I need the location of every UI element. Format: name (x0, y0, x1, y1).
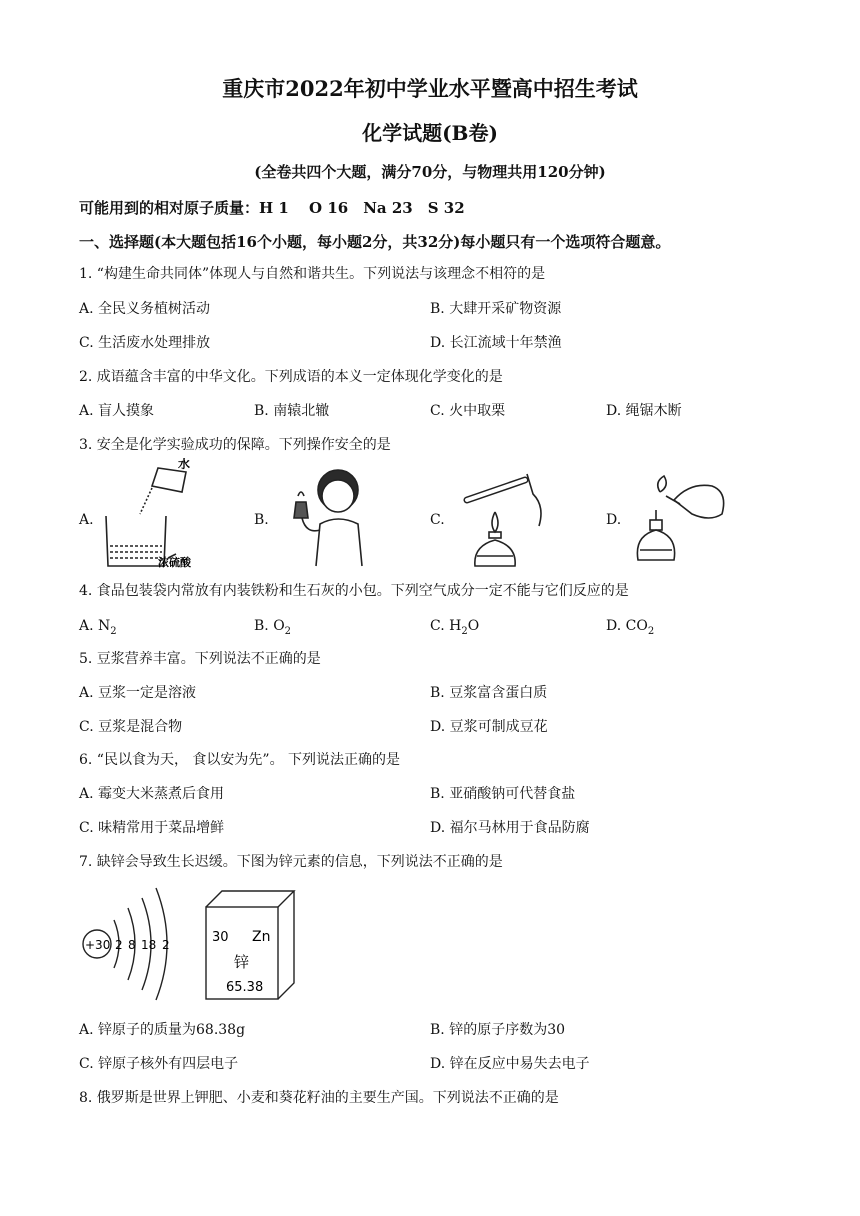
question-6-option-d[interactable]: D. 福尔马林用于食品防腐 (430, 820, 590, 836)
page-subtitle: 化学试题(B卷) (362, 121, 498, 145)
question-6-option-a[interactable]: A. 霉变大米蒸煮后食用 (79, 786, 225, 802)
question-1-option-c[interactable]: C. 生活废水处理排放 (79, 335, 211, 351)
subscript: 2 (647, 625, 655, 637)
question-4-option-b[interactable] (254, 617, 291, 641)
page-title: 重庆市2022年初中学业水平暨高中招生考试 (222, 76, 638, 101)
question-1-option-b[interactable]: B. 大肆开采矿物资源 (430, 301, 562, 317)
question-2-stem: 2. 成语蕴含丰富的中华文化。下列成语的本义一定体现化学变化的是 (79, 369, 503, 385)
question-2-option-a[interactable]: A. 盲人摸象 (79, 403, 155, 419)
zinc-atom-structure-diagram (80, 880, 180, 1002)
question-5-option-c[interactable]: C. 豆浆是混合物 (79, 719, 183, 735)
question-6-option-c[interactable]: C. 味精常用于菜品增鲜 (79, 820, 225, 836)
question-7-option-d[interactable]: D. 锌在反应中易失去电子 (430, 1056, 590, 1072)
question-7-option-b[interactable]: B. 锌的原子序数为30 (430, 1022, 566, 1038)
question-8-stem: 8. 俄罗斯是世界上钾肥、小麦和葵花籽油的主要生产国。下列说法不正确的是 (79, 1090, 559, 1106)
question-5-option-b[interactable]: B. 豆浆富含蛋白质 (430, 685, 548, 701)
question-4-option-d[interactable] (606, 617, 654, 641)
question-7-stem: 7. 缺锌会导致生长迟缓。下图为锌元素的信息，下列说法不正确的是 (79, 854, 503, 870)
element-atomic-number: 30 (212, 930, 229, 945)
subscript: 2 (461, 625, 468, 637)
question-2-option-b[interactable]: B. 南辕北辙 (254, 403, 330, 419)
question-3-option-a[interactable]: A. (79, 512, 94, 528)
question-4-option-a[interactable] (79, 617, 117, 641)
question-6-option-b[interactable]: B. 亚硝酸钠可代替食盐 (430, 786, 576, 802)
question-1-option-d[interactable]: D. 长江流域十年禁渔 (430, 335, 562, 351)
question-3-option-c[interactable]: C. (430, 512, 445, 528)
label-water: 水 (178, 458, 191, 471)
option-d-formula: D. CO (606, 618, 648, 634)
question-7-option-c[interactable]: C. 锌原子核外有四层电子 (79, 1056, 239, 1072)
option-c-formula: C. H (430, 618, 462, 634)
zinc-element-card (198, 885, 300, 1003)
element-relative-mass: 65.38 (226, 980, 264, 995)
element-chinese-name: 锌 (234, 953, 250, 971)
question-2-option-c[interactable]: C. 火中取栗 (430, 403, 506, 419)
lighting-alcohol-lamp-figure (630, 470, 735, 566)
question-5-stem: 5. 豆浆营养丰富。下列说法不正确的是 (79, 651, 321, 667)
question-3-option-b[interactable]: B. (254, 512, 269, 528)
question-5-option-a[interactable]: A. 豆浆一定是溶液 (79, 685, 197, 701)
question-1-stem: 1. “构建生命共同体”体现人与自然和谐共生。下列说法与该理念不相符的是 (79, 266, 546, 282)
shell-3-electrons: 18 (141, 938, 157, 952)
subscript: 2 (284, 625, 292, 637)
question-6-stem: 6. “民以食为天， 食以安为先”。 下列说法正确的是 (79, 752, 401, 768)
atomic-mass-line: 可能用到的相对原子质量：H 1 O 16 Na 23 S 32 (79, 199, 465, 217)
question-3-option-d[interactable]: D. (606, 512, 622, 528)
question-3-stem: 3. 安全是化学实验成功的保障。下列操作安全的是 (79, 437, 391, 453)
shell-2-electrons: 8 (128, 938, 136, 952)
nucleus-charge: +30 (85, 938, 111, 952)
question-5-option-d[interactable]: D. 豆浆可制成豆花 (430, 719, 548, 735)
question-1-option-a[interactable]: A. 全民义务植树活动 (79, 301, 211, 317)
element-symbol: Zn (252, 929, 271, 945)
dilution-beaker-figure (98, 458, 208, 570)
question-2-option-d[interactable]: D. 绳锯木断 (606, 403, 682, 419)
shell-1-electrons: 2 (115, 938, 123, 952)
exam-note: (全卷共四个大题，满分70分，与物理共用120分钟) (254, 163, 606, 181)
option-a-formula: A. N (79, 618, 111, 634)
question-4-option-c[interactable] (430, 617, 479, 641)
shell-4-electrons: 2 (162, 938, 170, 952)
subscript: 2 (110, 625, 117, 637)
section-heading: 一、选择题(本大题包括16个小题，每小题2分，共32分)每小题只有一个选项符合题意。 (79, 233, 671, 251)
heating-test-tube-figure (455, 466, 555, 570)
option-b-formula: B. O (254, 618, 285, 634)
question-4-stem: 4. 食品包装袋内常放有内装铁粉和生石灰的小包。下列空气成分一定不能与它们反应的是 (79, 583, 629, 599)
smelling-gas-figure (276, 462, 386, 570)
question-7-option-a[interactable]: A. 锌原子的质量为68.38g (79, 1022, 246, 1038)
label-conc-sulfuric-acid: 浓硫酸 (158, 556, 191, 569)
option-c-formula-tail: O (467, 618, 480, 634)
